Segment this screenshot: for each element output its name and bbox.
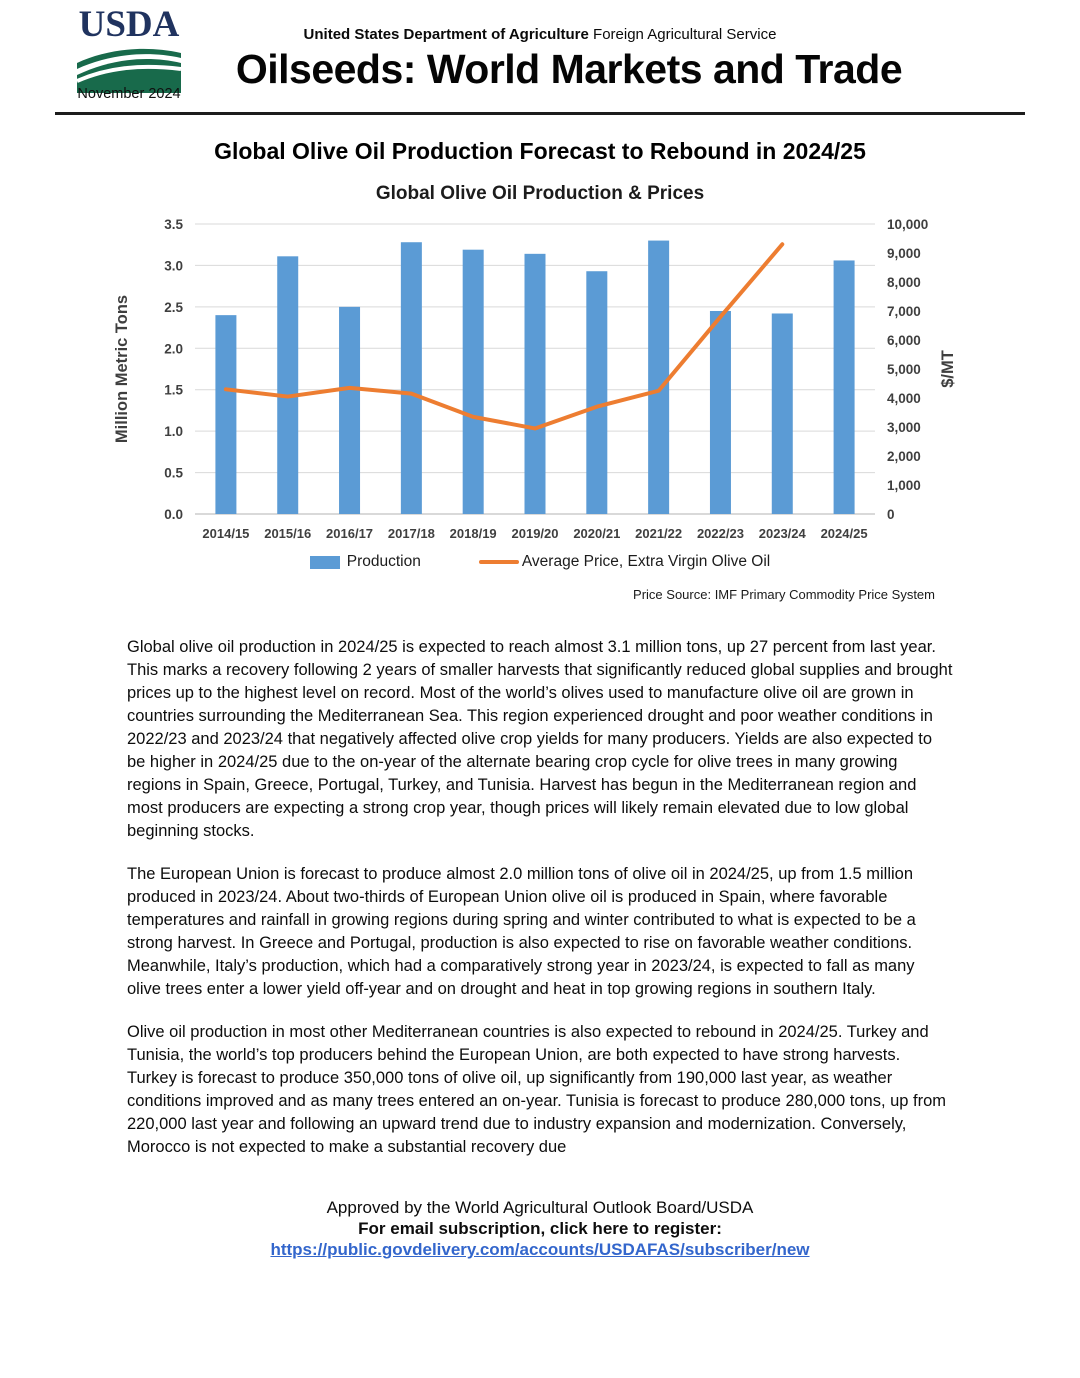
svg-text:1.5: 1.5 xyxy=(164,382,183,398)
document-header xyxy=(0,0,1080,104)
svg-text:2018/19: 2018/19 xyxy=(449,526,497,541)
svg-text:3.0: 3.0 xyxy=(164,258,183,274)
legend-production-swatch xyxy=(310,556,340,569)
svg-text:1.0: 1.0 xyxy=(164,424,183,440)
issue-date: November 2024 xyxy=(77,86,181,102)
body-paragraph: The European Union is forecast to produce almost 2.0 million tons of olive oil in 2024/25, up from 1.5 million produced in 2023/24. About two-thirds of European Union olive oil is produced in Spain, where favorable temperatures and rainfall in growing regions during spring and winter contributed to what is expected to be a strong harvest. In Greece and Portugal, production is also expected to rise on favorable weather conditions. Meanwhile, Italy’s production, which had a comparatively strong year in 2023/24, is expected to fall as many olive trees enter a lower yield off-year and on drought and heat in top growing regions in southern Italy. xyxy=(127,865,916,998)
svg-text:2,000: 2,000 xyxy=(887,449,921,464)
header-divider xyxy=(55,112,1025,115)
svg-text:5,000: 5,000 xyxy=(887,362,921,377)
svg-text:0: 0 xyxy=(887,507,895,522)
document-footer xyxy=(0,1197,1080,1260)
agency-service: Foreign Agricultural Service xyxy=(593,26,777,43)
production-price-chart xyxy=(105,211,975,549)
svg-text:2.0: 2.0 xyxy=(164,341,183,357)
svg-text:6,000: 6,000 xyxy=(887,333,921,348)
svg-text:2022/23: 2022/23 xyxy=(696,526,744,541)
article-headline: Global Olive Oil Production Forecast to Rebound in 2024/25 xyxy=(214,138,866,164)
svg-text:2024/25: 2024/25 xyxy=(820,526,868,541)
body-paragraph: Olive oil production in most other Mediterranean countries is also expected to rebound in 2024/25. Turkey and Tunisia, the world’s top producers behind the European Union, are both expected to have strong harvests. Turkey is forecast to produce 350,000 tons of olive oil, up significantly from 190,000 last year, as weather conditions improved and as many trees entered an on-year. Tunisia is forecast to produce 280,000 tons, up from 220,000 last year and following an upward trend due to industry expansion and modernization. Conversely, Morocco is not expected to make a substantial recovery due xyxy=(127,1023,947,1156)
svg-text:2023/24: 2023/24 xyxy=(758,526,806,541)
svg-text:2019/20: 2019/20 xyxy=(511,526,559,541)
svg-text:2014/15: 2014/15 xyxy=(202,526,250,541)
body-paragraph: Global olive oil production in 2024/25 is expected to reach almost 3.1 million tons, up 27 percent from last year. This marks a recovery following 2 years of smaller harvests that significantly reduced global supplies and brought prices up to the highest level on record. Most of the world’s olives used to manufacture olive oil are grown in countries surrounding the Mediterranean Sea. This region experienced drought and poor weather conditions in 2022/23 and 2023/24 that negatively affected olive crop yields for many producers. Yields are also expected to be higher in 2024/25 due to the on-year of the alternate bearing crop cycle for olive trees in many growing regions in Spain, Greece, Portugal, Turkey, and Tunisia. Harvest has begun in the Mediterranean region and most producers are expecting a strong crop year, though prices will likely remain elevated due to low global beginning stocks. xyxy=(127,638,953,840)
svg-text:3,000: 3,000 xyxy=(887,420,921,435)
svg-text:$/MT: $/MT xyxy=(939,350,957,388)
legend-price-swatch xyxy=(479,560,519,564)
article-body xyxy=(127,636,953,1159)
report-title: Oilseeds: World Markets and Trade xyxy=(235,46,903,92)
svg-text:4,000: 4,000 xyxy=(887,391,921,406)
svg-text:3.5: 3.5 xyxy=(164,217,183,232)
svg-text:7,000: 7,000 xyxy=(887,304,921,319)
subscribe-prompt: For email subscription, click here to register: xyxy=(358,1219,722,1238)
usda-logo xyxy=(75,4,183,93)
svg-text:2017/18: 2017/18 xyxy=(387,526,435,541)
legend-item-price xyxy=(479,553,770,571)
svg-text:2020/21: 2020/21 xyxy=(573,526,621,541)
svg-text:10,000: 10,000 xyxy=(887,217,929,232)
agency-name: United States Department of Agriculture xyxy=(303,26,589,43)
chart-block xyxy=(105,183,975,602)
svg-text:2016/17: 2016/17 xyxy=(326,526,374,541)
svg-text:2021/22: 2021/22 xyxy=(635,526,683,541)
chart-title: Global Olive Oil Production & Prices xyxy=(375,183,705,204)
legend-item-production xyxy=(310,553,421,571)
svg-text:8,000: 8,000 xyxy=(887,275,921,290)
svg-text:0.0: 0.0 xyxy=(164,507,183,522)
svg-text:2.5: 2.5 xyxy=(164,299,183,315)
approval-line: Approved by the World Agricultural Outlook Board/USDA xyxy=(326,1198,754,1217)
svg-text:2015/16: 2015/16 xyxy=(264,526,312,541)
chart-legend xyxy=(105,553,975,571)
legend-production-label: Production xyxy=(346,553,421,570)
svg-text:1,000: 1,000 xyxy=(887,478,921,493)
usda-logo-text: USDA xyxy=(78,4,180,45)
price-source-note: Price Source: IMF Primary Commodity Price System xyxy=(633,587,935,602)
legend-price-label: Average Price, Extra Virgin Olive Oil xyxy=(521,553,771,570)
svg-text:0.5: 0.5 xyxy=(164,465,183,481)
svg-text:9,000: 9,000 xyxy=(887,246,921,261)
svg-text:Million Metric Tons: Million Metric Tons xyxy=(113,294,131,444)
subscribe-link[interactable]: https://public.govdelivery.com/accounts/USDAFAS/subscriber/new xyxy=(270,1240,810,1259)
